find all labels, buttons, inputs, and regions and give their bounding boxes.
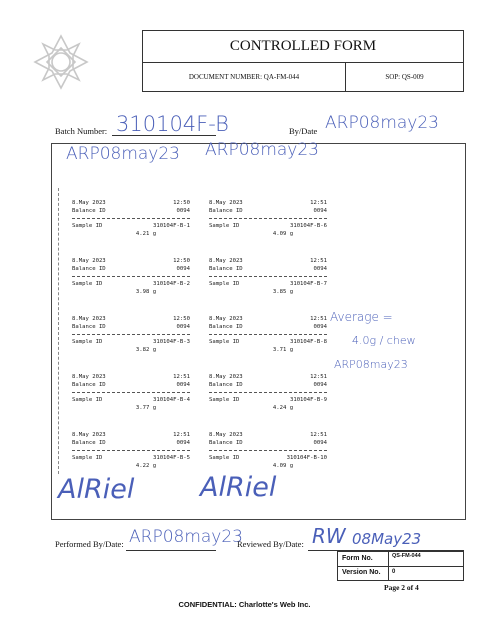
receipt-10 bbox=[209, 432, 327, 470]
sample-weight: 4.22 g bbox=[135, 462, 157, 469]
balance-label: Balance ID bbox=[209, 265, 243, 272]
receipt-3 bbox=[72, 316, 190, 354]
sample-label: Sample ID bbox=[209, 223, 240, 229]
version-label: Version No. bbox=[342, 569, 381, 576]
balance-id: 0094 bbox=[313, 381, 327, 388]
receipt-date: 8.May 2023 bbox=[72, 432, 106, 438]
receipt-separator bbox=[209, 218, 327, 219]
sample-weight: 3.71 g bbox=[272, 346, 294, 353]
receipt-separator bbox=[72, 218, 190, 219]
receipt-9 bbox=[209, 374, 327, 412]
receipt-7 bbox=[209, 258, 327, 296]
balance-id: 0094 bbox=[313, 439, 327, 446]
sample-weight: 4.09 g bbox=[272, 462, 294, 469]
sample-id: 310104F-B-6 bbox=[289, 223, 327, 229]
sample-id: 310104F-B-7 bbox=[289, 281, 327, 287]
balance-label: Balance ID bbox=[209, 381, 243, 388]
receipt-date: 8.May 2023 bbox=[72, 258, 106, 264]
by-date-label: By/Date bbox=[289, 126, 318, 136]
page-number: Page 2 of 4 bbox=[384, 583, 419, 592]
sample-id: 310104F-B-5 bbox=[152, 455, 190, 461]
balance-id: 0094 bbox=[176, 265, 190, 272]
balance-id: 0094 bbox=[176, 381, 190, 388]
performed-by-underline bbox=[126, 550, 216, 551]
by-date-value: ARP08may23 bbox=[325, 113, 439, 133]
batch-number-label: Batch Number: bbox=[55, 126, 108, 136]
receipt-date: 8.May 2023 bbox=[72, 200, 106, 206]
sample-id: 310104F-B-8 bbox=[289, 339, 327, 345]
sample-label: Sample ID bbox=[209, 339, 240, 345]
sample-label: Sample ID bbox=[209, 455, 240, 461]
sample-weight: 3.77 g bbox=[135, 404, 157, 411]
receipt-date: 8.May 2023 bbox=[72, 316, 106, 322]
receipt-separator bbox=[209, 392, 327, 393]
sample-weight: 3.82 g bbox=[135, 346, 157, 353]
annotation-initials: ARP08may23 bbox=[334, 358, 408, 371]
balance-label: Balance ID bbox=[72, 207, 106, 214]
sop-number: SOP: QS-009 bbox=[385, 73, 424, 81]
receipt-time: 12:50 bbox=[173, 258, 190, 264]
balance-id: 0094 bbox=[313, 323, 327, 330]
sample-weight: 3.85 g bbox=[272, 288, 294, 295]
receipt-date: 8.May 2023 bbox=[209, 374, 243, 380]
batch-number-value: 310104F-B bbox=[116, 112, 229, 136]
receipt-separator bbox=[72, 450, 190, 451]
sample-weight: 4.09 g bbox=[272, 230, 294, 237]
sample-id: 310104F-B-10 bbox=[286, 455, 327, 461]
receipt-separator bbox=[72, 392, 190, 393]
sample-label: Sample ID bbox=[72, 281, 103, 287]
balance-id: 0094 bbox=[313, 265, 327, 272]
form-no-label: Form No. bbox=[342, 555, 373, 562]
receipt-time: 12:51 bbox=[173, 374, 190, 380]
receipt-2 bbox=[72, 258, 190, 296]
sample-label: Sample ID bbox=[209, 397, 240, 403]
batch-number-underline bbox=[112, 135, 216, 136]
balance-label: Balance ID bbox=[72, 323, 106, 330]
receipt-separator bbox=[72, 276, 190, 277]
receipt-separator bbox=[209, 276, 327, 277]
receipt-date: 8.May 2023 bbox=[209, 316, 243, 322]
receipt-time: 12:51 bbox=[310, 374, 327, 380]
table-row-divider bbox=[338, 566, 463, 567]
receipt-5 bbox=[72, 432, 190, 470]
table-col-divider bbox=[388, 552, 389, 580]
receipt-4 bbox=[72, 374, 190, 412]
sample-id: 310104F-B-2 bbox=[152, 281, 190, 287]
receipt-8 bbox=[209, 316, 327, 354]
receipt-time: 12:51 bbox=[310, 432, 327, 438]
balance-id: 0094 bbox=[176, 207, 190, 214]
receipt-time: 12:51 bbox=[310, 200, 327, 206]
receipt-time: 12:51 bbox=[310, 258, 327, 264]
balance-label: Balance ID bbox=[209, 439, 243, 446]
balance-id: 0094 bbox=[313, 207, 327, 214]
performed-by-label: Performed By/Date: bbox=[55, 539, 124, 549]
sample-label: Sample ID bbox=[72, 339, 103, 345]
tape-signature-left: AlRiel bbox=[58, 474, 135, 505]
balance-id: 0094 bbox=[176, 323, 190, 330]
company-logo bbox=[24, 32, 98, 92]
sample-id: 310104F-B-4 bbox=[152, 397, 190, 403]
sample-label: Sample ID bbox=[209, 281, 240, 287]
receipt-date: 8.May 2023 bbox=[209, 200, 243, 206]
form-info-table bbox=[337, 551, 464, 581]
receipt-1 bbox=[72, 200, 190, 238]
document-number: DOCUMENT NUMBER: QA-FM-044 bbox=[143, 63, 346, 92]
form-no-value: QS-FM-044 bbox=[392, 553, 421, 559]
receipt-separator bbox=[209, 450, 327, 451]
balance-label: Balance ID bbox=[72, 265, 106, 272]
receipt-time: 12:50 bbox=[173, 200, 190, 206]
confidential-footer: CONFIDENTIAL: Charlotte's Web Inc. bbox=[178, 600, 311, 609]
receipt-separator bbox=[72, 334, 190, 335]
sample-id: 310104F-B-3 bbox=[152, 339, 190, 345]
receipt-6 bbox=[209, 200, 327, 238]
sample-weight: 4.21 g bbox=[135, 230, 157, 237]
receipt-time: 12:51 bbox=[173, 432, 190, 438]
sample-id: 310104F-B-1 bbox=[152, 223, 190, 229]
version-value: 0 bbox=[392, 569, 396, 575]
form-header bbox=[142, 30, 464, 92]
average-value-annotation: 4.0g / chew bbox=[352, 334, 416, 347]
sample-weight: 3.98 g bbox=[135, 288, 157, 295]
receipt-date: 8.May 2023 bbox=[209, 258, 243, 264]
reviewed-by-date: 08May23 bbox=[352, 530, 422, 548]
sample-label: Sample ID bbox=[72, 397, 103, 403]
reviewed-by-signature: RW bbox=[312, 524, 346, 548]
sample-label: Sample ID bbox=[72, 455, 103, 461]
receipt-time: 12:50 bbox=[173, 316, 190, 322]
balance-label: Balance ID bbox=[72, 439, 106, 446]
sample-id: 310104F-B-9 bbox=[289, 397, 327, 403]
form-title: CONTROLLED FORM bbox=[143, 31, 463, 63]
receipt-date: 8.May 2023 bbox=[209, 432, 243, 438]
tape-initials-right: ARP08may23 bbox=[205, 140, 319, 160]
balance-label: Balance ID bbox=[209, 207, 243, 214]
balance-label: Balance ID bbox=[209, 323, 243, 330]
average-annotation: Average = bbox=[330, 310, 393, 324]
reviewed-by-label: Reviewed By/Date: bbox=[237, 539, 304, 549]
receipt-time: 12:51 bbox=[310, 316, 327, 322]
tape-signature-right: AlRiel bbox=[200, 472, 277, 503]
balance-label: Balance ID bbox=[72, 381, 106, 388]
receipt-date: 8.May 2023 bbox=[72, 374, 106, 380]
balance-id: 0094 bbox=[176, 439, 190, 446]
receipt-separator bbox=[209, 334, 327, 335]
sample-weight: 4.24 g bbox=[272, 404, 294, 411]
performed-by-value: ARP08may23 bbox=[129, 527, 243, 547]
sample-label: Sample ID bbox=[72, 223, 103, 229]
tape-initials-left: ARP08may23 bbox=[66, 144, 180, 164]
